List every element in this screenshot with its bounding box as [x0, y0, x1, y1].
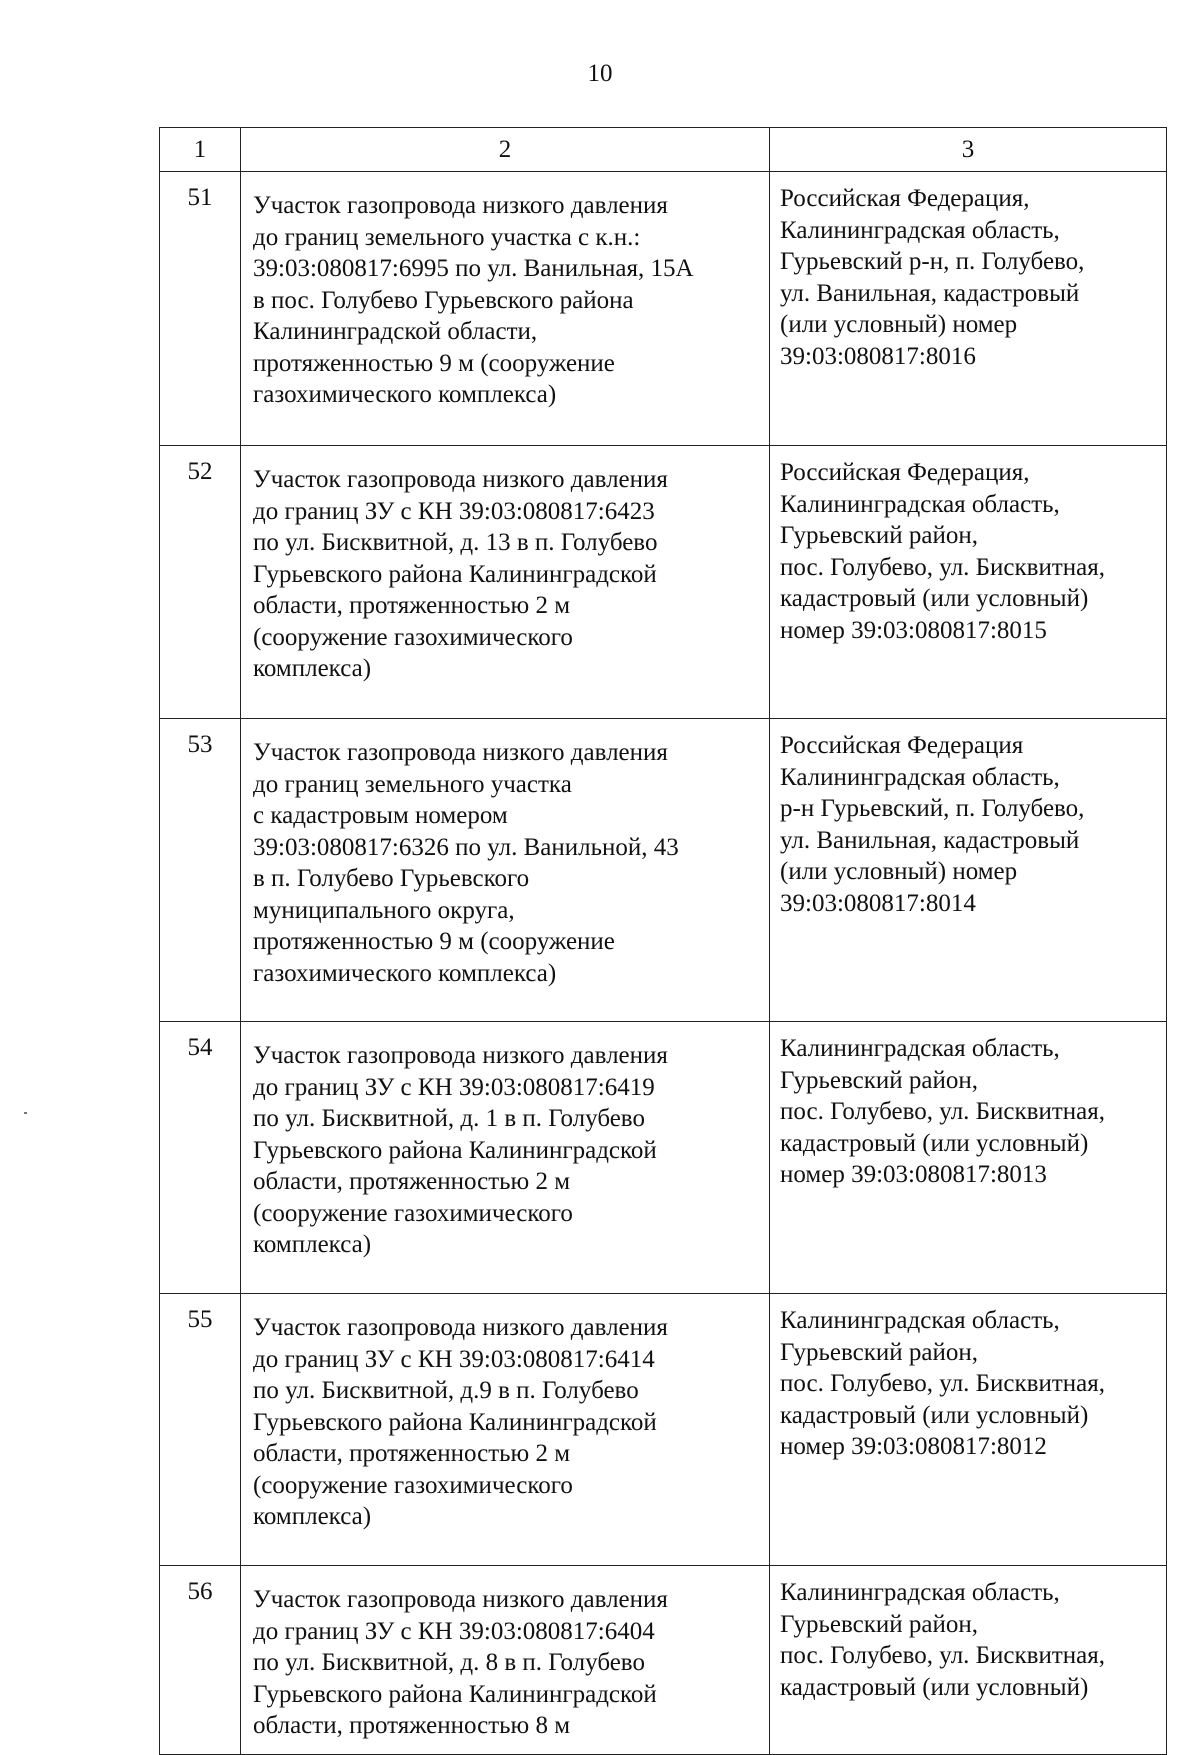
text-line: Российская Федерация, — [780, 459, 1030, 486]
text-line: кадастровый (или условный) — [780, 585, 1089, 612]
scan-speck — [24, 1112, 27, 1114]
row-number: 54 — [160, 1022, 241, 1294]
object-address — [770, 1294, 1167, 1566]
text-line: кадастровый (или условный) — [780, 1129, 1089, 1157]
text-line: Калининградская область, — [780, 1035, 1060, 1062]
text-line: до границ земельного участка — [253, 770, 572, 798]
text-line: по ул. Бисквитной, д.9 в п. Голубево — [253, 1377, 639, 1404]
object-address — [770, 1022, 1167, 1294]
registry-table — [159, 127, 1167, 1755]
column-description-header: 2 — [241, 128, 770, 172]
text-line: Участок газопровода низкого давления — [253, 192, 668, 219]
text-line: газохимического комплекса) — [253, 381, 557, 408]
text-line: области, протяженностью 2 м — [253, 592, 571, 619]
text-line: в п. Голубево Гурьевского — [253, 865, 530, 892]
text-line: пос. Голубево, ул. Бисквитная, — [780, 553, 1105, 581]
table-header-row — [160, 128, 1167, 172]
text-line: (сооружение газохимического — [253, 623, 573, 651]
text-line: 39:03:080817:6326 по ул. Ванильной, 43 — [253, 833, 679, 861]
text-line: кадастровый (или условный) — [780, 1673, 1089, 1701]
text-line: газохимического комплекса) — [253, 959, 557, 987]
text-line: номер 39:03:080817:8013 — [780, 1161, 1047, 1188]
text-line: Калининградская область, — [780, 216, 1060, 244]
object-description — [241, 172, 770, 446]
text-line: 39:03:080817:6995 по ул. Ванильная, 15А — [253, 255, 694, 282]
text-line: протяженностью 9 м (сооружение — [253, 928, 615, 955]
text-line: области, протяженностью 2 м — [253, 1440, 571, 1467]
text-line: Участок газопровода низкого давления — [253, 1314, 668, 1341]
text-line: (сооружение газохимического — [253, 1199, 573, 1227]
text-line: пос. Голубево, ул. Бисквитная, — [780, 1642, 1105, 1669]
text-line: (или условный) номер — [780, 311, 1018, 338]
column-address-header: 3 — [770, 128, 1167, 172]
text-line: пос. Голубево, ул. Бисквитная, — [780, 1370, 1105, 1397]
text-line: Гурьевский район, — [780, 522, 979, 549]
text-line: номер 39:03:080817:8015 — [780, 616, 1047, 644]
text-line: ул. Ванильная, кадастровый — [780, 826, 1080, 854]
text-line: до границ ЗУ с КН 39:03:080817:6419 — [253, 1073, 655, 1101]
object-description — [241, 719, 770, 1022]
text-line: по ул. Бисквитной, д. 8 в п. Голубево — [253, 1649, 645, 1676]
text-line: (сооружение газохимического — [253, 1471, 573, 1499]
object-description — [241, 1566, 770, 1755]
object-address — [770, 719, 1167, 1022]
text-line: кадастровый (или условный) — [780, 1401, 1089, 1429]
row-number: 51 — [160, 172, 241, 446]
text-line: комплекса) — [253, 1231, 372, 1258]
text-line: Российская Федерация — [780, 732, 1024, 759]
text-line: 39:03:080817:8014 — [780, 889, 976, 917]
text-line: муниципального округа, — [253, 896, 515, 924]
text-line: Российская Федерация, — [780, 185, 1030, 212]
text-line: области, протяженностью 8 м — [253, 1712, 571, 1739]
text-line: Участок газопровода низкого давления — [253, 1586, 668, 1613]
text-line: Гурьевского района Калининградской — [253, 1408, 657, 1436]
text-line: Гурьевского района Калининградской — [253, 1680, 657, 1708]
text-line: комплекса) — [253, 1503, 372, 1530]
text-line: Участок газопровода низкого давления — [253, 466, 668, 493]
text-line: Калининградская область, — [780, 763, 1060, 791]
text-line: Гурьевский район, — [780, 1610, 979, 1638]
row-number: 52 — [160, 446, 241, 719]
object-description — [241, 1022, 770, 1294]
text-line: Гурьевский р-н, п. Голубево, — [780, 248, 1085, 275]
text-line: по ул. Бисквитной, д. 13 в п. Голубево — [253, 529, 658, 556]
text-line: Участок газопровода низкого давления — [253, 1042, 668, 1069]
column-number-header: 1 — [160, 128, 241, 172]
text-line: ул. Ванильная, кадастровый — [780, 279, 1080, 307]
object-address — [770, 446, 1167, 719]
text-line: с кадастровым номером — [253, 802, 508, 829]
object-description — [241, 1294, 770, 1566]
text-line: в пос. Голубево Гурьевского района — [253, 286, 634, 314]
table-row — [160, 1022, 1167, 1294]
text-line: до границ ЗУ с КН 39:03:080817:6404 — [253, 1617, 655, 1645]
row-number: 55 — [160, 1294, 241, 1566]
text-line: комплекса) — [253, 655, 372, 682]
text-line: Калининградская область, — [780, 1307, 1060, 1334]
text-line: р-н Гурьевский, п. Голубево, — [780, 795, 1085, 822]
text-line: 39:03:080817:8016 — [780, 342, 976, 370]
table-row — [160, 446, 1167, 719]
text-line: Гурьевского района Калининградской — [253, 1136, 657, 1164]
text-line: Гурьевский район, — [780, 1066, 979, 1094]
table-row — [160, 1294, 1167, 1566]
row-number: 53 — [160, 719, 241, 1022]
text-line: до границ ЗУ с КН 39:03:080817:6423 — [253, 497, 655, 525]
table-row — [160, 719, 1167, 1022]
text-line: по ул. Бисквитной, д. 1 в п. Голубево — [253, 1105, 645, 1132]
text-line: Калининградской области, — [253, 318, 538, 345]
text-line: протяженностью 9 м (сооружение — [253, 349, 615, 377]
text-line: пос. Голубево, ул. Бисквитная, — [780, 1098, 1105, 1125]
object-description — [241, 446, 770, 719]
text-line: Калининградская область, — [780, 490, 1060, 518]
page-number: 10 — [587, 60, 613, 87]
text-line: Гурьевский район, — [780, 1338, 979, 1366]
text-line: области, протяженностью 2 м — [253, 1168, 571, 1195]
object-address — [770, 1566, 1167, 1755]
text-line: Гурьевского района Калининградской — [253, 560, 657, 588]
text-line: Участок газопровода низкого давления — [253, 739, 668, 766]
table-row — [160, 1566, 1167, 1755]
text-line: номер 39:03:080817:8012 — [780, 1433, 1047, 1460]
text-line: до границ ЗУ с КН 39:03:080817:6414 — [253, 1345, 655, 1373]
table-row — [160, 172, 1167, 446]
object-address — [770, 172, 1167, 446]
row-number: 56 — [160, 1566, 241, 1755]
text-line: до границ земельного участка с к.н.: — [253, 223, 641, 251]
text-line: Калининградская область, — [780, 1579, 1060, 1606]
text-line: (или условный) номер — [780, 858, 1018, 885]
